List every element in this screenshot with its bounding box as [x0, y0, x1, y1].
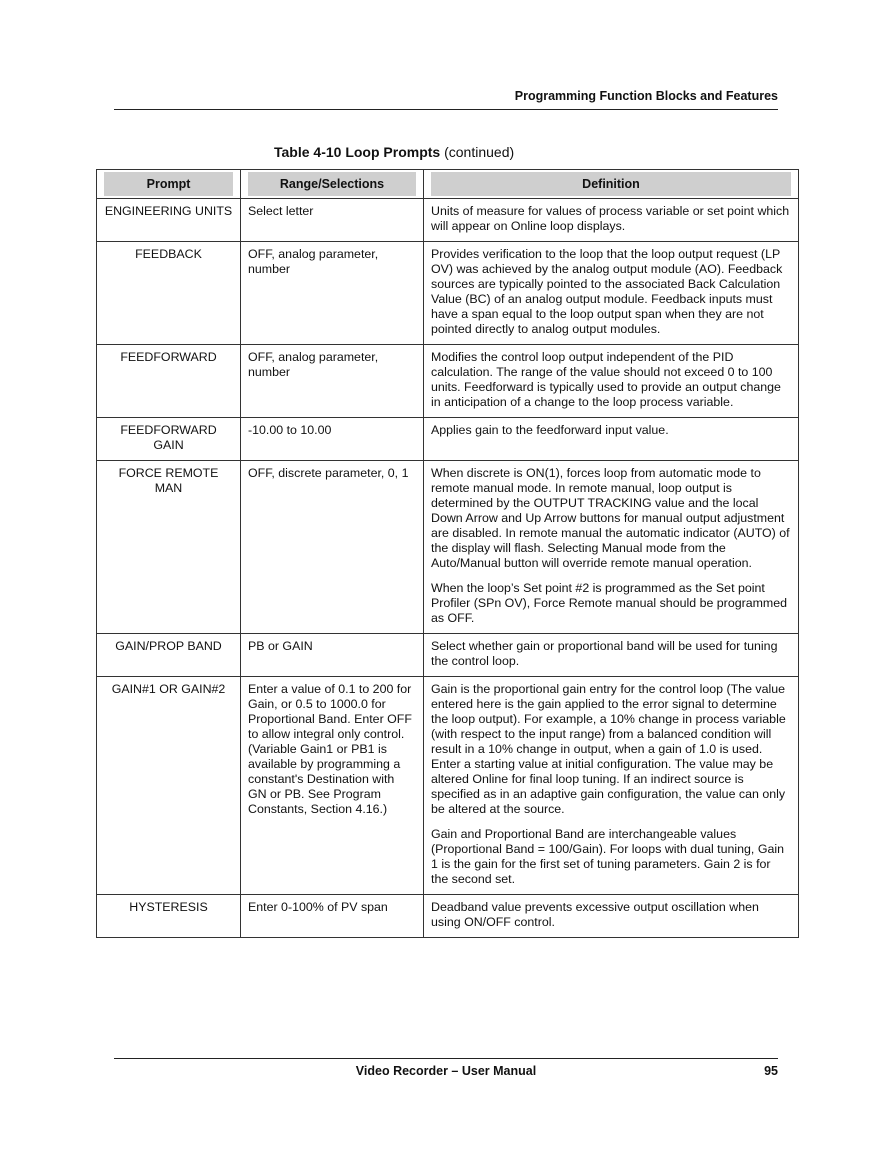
table-row — [97, 677, 799, 895]
table-row — [97, 418, 799, 461]
prompt-cell: FORCE REMOTE MAN — [97, 461, 241, 634]
running-header — [114, 88, 778, 110]
definition-paragraph: When discrete is ON(1), forces loop from automatic mode to remote manual mode. In remote manual, loop output is determined by the OUTPUT TRACKING value and the local Down Arrow and Up Arrow buttons for manual output adjustment are disabled. In remote manual the automatic indicator (AUTO) of the display will flash. Selecting Manual mode from the Auto/Manual button will override remote manual operation. — [431, 466, 790, 570]
definition-cell — [424, 677, 799, 895]
table-caption-label: Table 4-10 Loop Prompts — [274, 144, 441, 160]
range-cell: OFF, discrete parameter, 0, 1 — [241, 461, 424, 634]
table-row — [97, 634, 799, 677]
prompt-cell: GAIN#1 OR GAIN#2 — [97, 677, 241, 895]
prompt-cell: ENGINEERING UNITS — [97, 199, 241, 242]
definition-paragraph: Gain and Proportional Band are interchangeable values (Proportional Band = 100/Gain). For loops with dual tuning, Gain 1 is the gain for the first set of tuning parameters. Gain 2 is for the second set. — [431, 827, 784, 886]
table-row — [97, 895, 799, 938]
definition-paragraph: Gain is the proportional gain entry for the control loop (The value entered here is the gain applied to the error signal to determine the loop output). For example, a 10% change in process variable (with respect to the input range) from a balanced condition will result in a 10% change in output, when a gain of 1.0 is used. Enter a starting value at initial configuration. The value may be altered Online for final loop tuning. If an indirect source is specified as in an adaptive gain configuration, the value can only be altered at the source. — [431, 682, 786, 816]
column-header-prompt: Prompt — [97, 170, 241, 199]
loop-prompts-table — [96, 169, 799, 938]
column-header-range: Range/Selections — [241, 170, 424, 199]
definition-paragraph: Modifies the control loop output independent of the PID calculation. The range of the value should not exceed 0 to 100 units. Feedforward is typically used to provide an output change in anticipation of a change to the loop process variable. — [431, 350, 781, 409]
definition-paragraph: Deadband value prevents excessive output oscillation when using ON/OFF control. — [431, 900, 759, 929]
definition-cell — [424, 461, 799, 634]
definition-cell — [424, 242, 799, 345]
table-row — [97, 242, 799, 345]
prompt-cell: FEEDBACK — [97, 242, 241, 345]
column-header-definition: Definition — [424, 170, 799, 199]
table-body — [97, 199, 799, 938]
prompt-cell: HYSTERESIS — [97, 895, 241, 938]
table-header-row — [97, 170, 799, 199]
definition-cell — [424, 418, 799, 461]
prompt-cell: FEEDFORWARD GAIN — [97, 418, 241, 461]
definition-cell — [424, 634, 799, 677]
table-row — [97, 461, 799, 634]
prompt-cell: GAIN/PROP BAND — [97, 634, 241, 677]
table-row — [97, 199, 799, 242]
page-number: 95 — [764, 1064, 778, 1078]
table-caption — [274, 144, 514, 161]
table-caption-suffix: (continued) — [440, 144, 515, 160]
range-cell: PB or GAIN — [241, 634, 424, 677]
definition-paragraph: Provides verification to the loop that the loop output request (LP OV) was achieved by the analog output module (AO). Feedback sources are typically pointed to the associated Back Calculation Value (BC) of an analog output module. Feedback inputs must have a span equal to the loop output span when they are not pointed directly to analog output modules. — [431, 247, 783, 336]
definition-paragraph: Applies gain to the feedforward input value. — [431, 423, 669, 437]
manual-title: Video Recorder – User Manual — [355, 1064, 537, 1078]
section-title: Programming Function Blocks and Features — [514, 89, 778, 103]
definition-cell — [424, 199, 799, 242]
running-footer — [114, 1058, 778, 1078]
range-cell: Select letter — [241, 199, 424, 242]
table-row — [97, 345, 799, 418]
range-cell: Enter 0-100% of PV span — [241, 895, 424, 938]
definition-paragraph: Units of measure for values of process variable or set point which will appear on Online loop displays. — [431, 204, 790, 233]
definition-cell — [424, 345, 799, 418]
definition-paragraph: Select whether gain or proportional band will be used for tuning the control loop. — [431, 639, 778, 668]
range-cell: Enter a value of 0.1 to 200 for Gain, or 0.5 to 1000.0 for Proportional Band. Enter OFF to allow integral only control. (Variable Gain1 or PB1 is available by programming a constant's Destination with GN or PB. See Program Constants, Section 4.16.) — [241, 677, 424, 895]
definition-cell — [424, 895, 799, 938]
prompt-cell: FEEDFORWARD — [97, 345, 241, 418]
range-cell: OFF, analog parameter, number — [241, 345, 424, 418]
range-cell: OFF, analog parameter, number — [241, 242, 424, 345]
range-cell: -10.00 to 10.00 — [241, 418, 424, 461]
definition-paragraph: When the loop’s Set point #2 is programmed as the Set point Profiler (SPn OV), Force Remote manual should be programmed as OFF. — [431, 581, 788, 625]
